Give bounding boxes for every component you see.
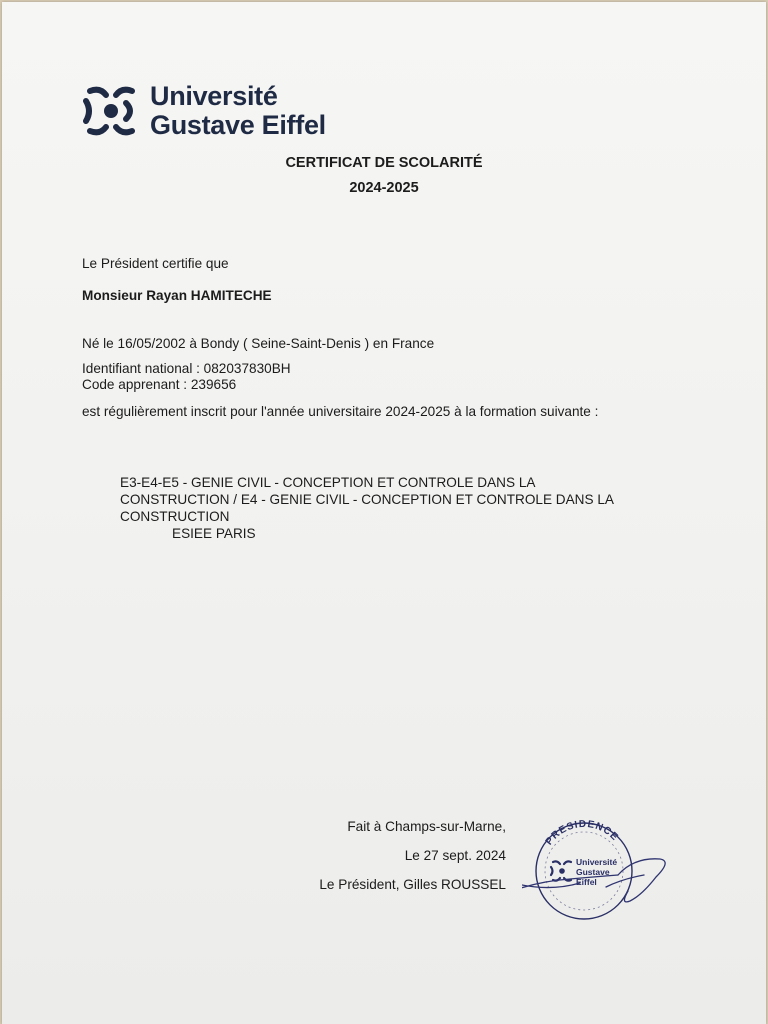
document-title: CERTIFICAT DE SCOLARITÉ [285,155,483,171]
learner-code: Code apprenant : 239656 [82,377,237,392]
signature-block [302,818,506,905]
formation-block [120,474,680,542]
university-name-line2: Gustave Eiffel [150,110,326,140]
stamp-line-2: Gustave [576,867,610,877]
student-name: Monsieur Rayan HAMITECHE [82,288,272,303]
signatory-name: Le Président, Gilles ROUSSEL [319,877,506,892]
stamp-line-1: Université [576,857,618,867]
birth-info: Né le 16/05/2002 à Bondy ( Seine-Saint-Denis ) en France [82,336,435,351]
university-name [150,82,326,140]
formation-line-1: E3-E4-E5 - GENIE CIVIL - CONCEPTION ET CONTROLE DANS LA [120,475,536,490]
academic-year: 2024-2025 [349,180,419,196]
national-id: Identifiant national : 082037830BH [82,361,291,376]
certificate-page [2,2,766,1024]
signature-date: Le 27 sept. 2024 [404,848,506,863]
university-emblem-icon [82,85,140,137]
university-logo [82,82,352,142]
school-name: ESIEE PARIS [172,526,256,541]
stamp-line-3: Eiffel [576,877,597,887]
stamp-ring-text: PRESIDENCE [543,818,621,848]
official-stamp [522,817,682,932]
formation-line-2: CONSTRUCTION / E4 - GENIE CIVIL - CONCEPTION ET CONTROLE DANS LA [120,492,614,507]
university-name-line1: Université [150,81,278,111]
signature-place: Fait à Champs-sur-Marne, [347,819,506,834]
formation-line-3: CONSTRUCTION [120,509,230,524]
svg-text:PRESIDENCE [544,819,621,847]
enrollment-statement: est régulièrement inscrit pour l'année universitaire 2024-2025 à la formation suivante : [82,404,599,419]
intro-text: Le Président certifie que [82,256,229,271]
